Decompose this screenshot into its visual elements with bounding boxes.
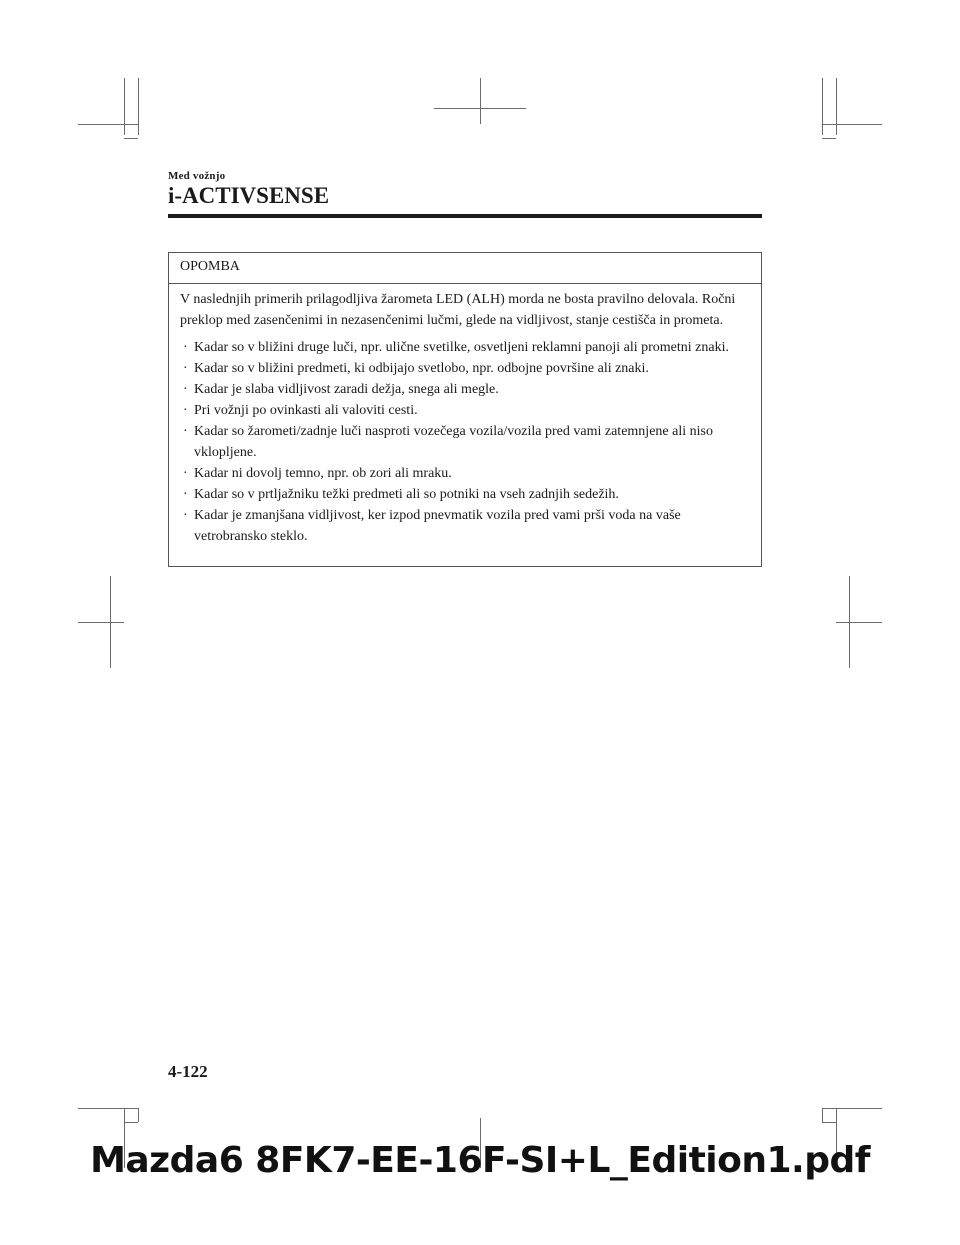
bullet-icon: · bbox=[183, 508, 188, 523]
list-item bbox=[180, 484, 753, 505]
crop-mark bbox=[822, 138, 836, 139]
list-item-text: Pri vožnji po ovinkasti ali valoviti cesti. bbox=[194, 403, 418, 418]
crop-mark bbox=[78, 124, 138, 125]
crop-mark bbox=[124, 138, 138, 139]
list-item bbox=[180, 463, 753, 484]
registration-mark bbox=[836, 622, 882, 623]
note-list bbox=[180, 337, 753, 547]
list-item bbox=[180, 400, 753, 421]
page-number: 4-122 bbox=[168, 1062, 208, 1081]
crop-mark bbox=[78, 1108, 138, 1109]
list-item-text: Kadar ni dovolj temno, npr. ob zori ali mraku. bbox=[194, 466, 452, 481]
note-heading: OPOMBA bbox=[169, 253, 761, 284]
bullet-icon: · bbox=[183, 487, 188, 502]
note-box bbox=[168, 252, 762, 567]
list-item bbox=[180, 505, 753, 547]
list-item bbox=[180, 379, 753, 400]
list-item-text: Kadar so v bližini druge luči, npr. ulične svetilke, osvetljeni reklamni panoji ali prometni znaki. bbox=[194, 340, 729, 355]
list-item-text: Kadar so žarometi/zadnje luči nasproti vozečega vozila/vozila pred vami zatemnjene ali niso vklopljene. bbox=[194, 424, 713, 460]
section-label: Med vožnjo bbox=[168, 170, 226, 182]
bullet-icon: · bbox=[183, 340, 188, 355]
registration-mark bbox=[434, 108, 526, 109]
note-body bbox=[169, 284, 761, 547]
bullet-icon: · bbox=[183, 466, 188, 481]
document-filename: Mazda6 8FK7-EE-16F-SI+L_Edition1.pdf bbox=[90, 1140, 870, 1181]
crop-mark bbox=[836, 78, 837, 135]
crop-mark bbox=[822, 1108, 823, 1122]
bullet-icon: · bbox=[183, 361, 188, 376]
registration-mark bbox=[78, 622, 124, 623]
list-item-text: Kadar je slaba vidljivost zaradi dežja, snega ali megle. bbox=[194, 382, 499, 397]
crop-mark bbox=[822, 1122, 836, 1123]
list-item-text: Kadar so v bližini predmeti, ki odbijajo svetlobo, npr. odbojne površine ali znaki. bbox=[194, 361, 649, 376]
title-rule bbox=[168, 214, 762, 218]
note-intro: V naslednjih primerih prilagodljiva žarometa LED (ALH) morda ne bosta pravilno delovala. Ročni preklop med zasenčenimi in nezasenčenimi lučmi, glede na vidljivost, stanje cestišča in prometa. bbox=[180, 292, 736, 328]
bullet-icon: · bbox=[183, 403, 188, 418]
list-item-text: Kadar so v prtljažniku težki predmeti ali so potniki na vseh zadnjih sedežih. bbox=[194, 487, 619, 502]
list-item bbox=[180, 337, 753, 358]
list-item-text: Kadar je zmanjšana vidljivost, ker izpod pnevmatik vozila pred vami prši voda na vaše vetrobransko steklo. bbox=[194, 508, 681, 544]
crop-mark bbox=[124, 78, 125, 135]
list-item bbox=[180, 421, 753, 463]
crop-mark bbox=[822, 78, 823, 135]
section-title: i-ACTIVSENSE bbox=[168, 183, 330, 208]
crop-mark bbox=[124, 1122, 138, 1123]
crop-mark bbox=[822, 1108, 882, 1109]
registration-mark bbox=[480, 78, 481, 124]
bullet-icon: · bbox=[183, 424, 188, 439]
list-item bbox=[180, 358, 753, 379]
crop-mark bbox=[822, 124, 882, 125]
bullet-icon: · bbox=[183, 382, 188, 397]
crop-mark bbox=[138, 78, 139, 135]
crop-mark bbox=[138, 1108, 139, 1122]
